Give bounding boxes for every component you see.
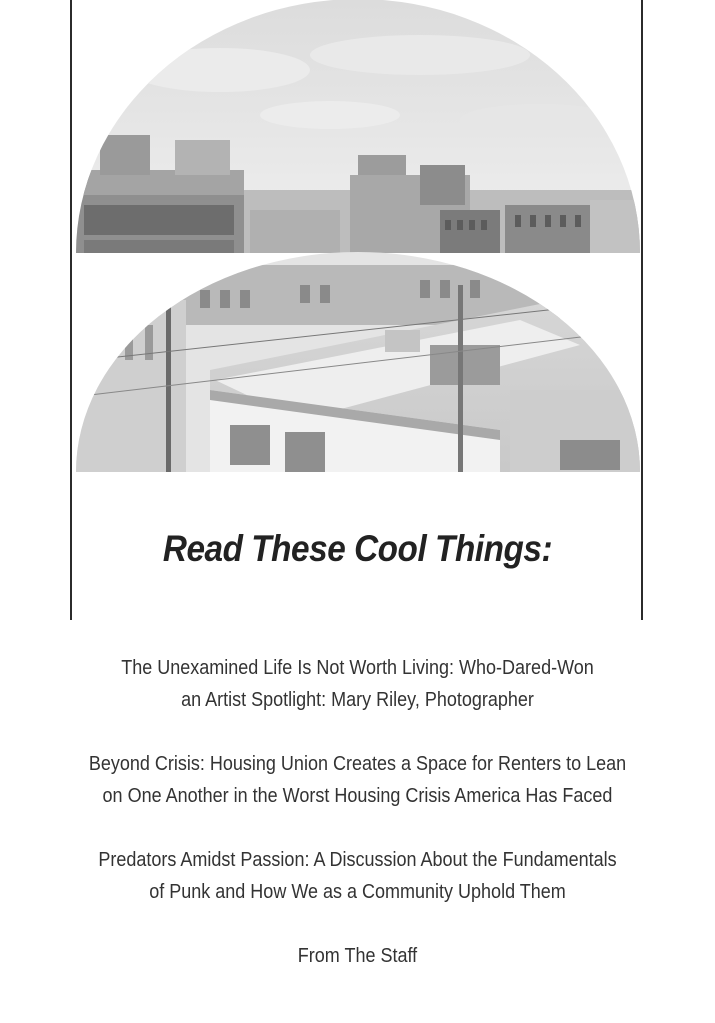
contents-item-1-line-1: The Unexamined Life Is Not Worth Living: Who-Dared-Won <box>121 657 594 679</box>
contents-item-3-line-2: of Punk and How We as a Community Uphold Them <box>149 881 566 903</box>
contents-item-3-line-1: Predators Amidst Passion: A Discussion About the Fundamentals <box>98 849 617 871</box>
contents-item-1 <box>36 652 680 716</box>
contents-item-1-line-2: an Artist Spotlight: Mary Riley, Photographer <box>181 689 534 711</box>
section-heading: Read These Cool Things: <box>162 528 553 569</box>
contents-item-4-line-1: From The Staff <box>297 945 418 967</box>
city-rooftops-photo <box>0 0 715 480</box>
contents-item-2-line-1: Beyond Crisis: Housing Union Creates a Space for Renters to Lean <box>88 753 627 775</box>
contents-item-2 <box>36 748 680 812</box>
contents-item-3 <box>36 844 680 908</box>
skyline-half <box>70 0 650 260</box>
contents-item-2-line-2: on One Another in the Worst Housing Crisis America Has Faced <box>102 785 613 807</box>
table-of-contents <box>0 652 715 972</box>
rooftops-half <box>70 250 650 480</box>
contents-item-4 <box>36 940 680 972</box>
